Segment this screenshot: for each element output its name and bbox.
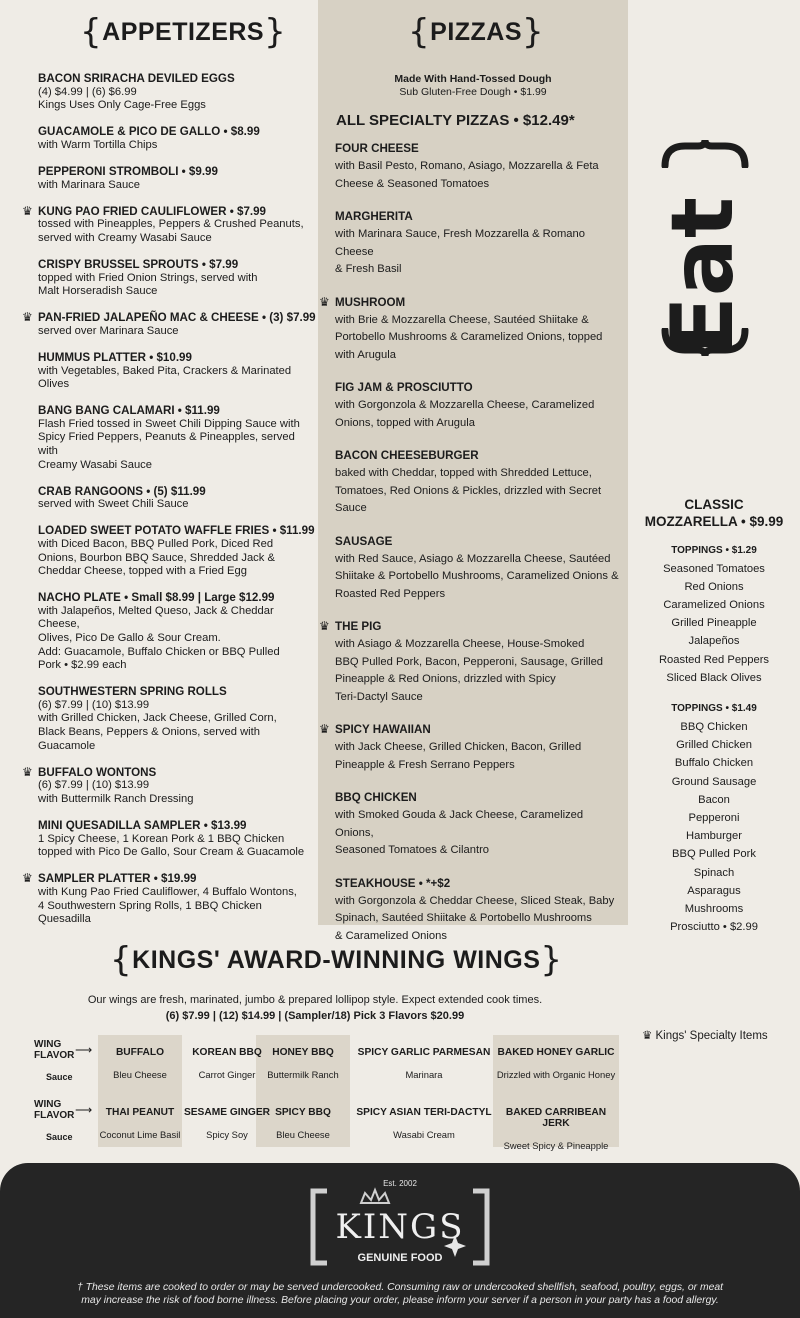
appetizer-name: GUACAMOLE & PICO DE GALLO • $8.99 [38, 125, 260, 139]
topping-item: Ground Sausage [671, 775, 757, 788]
appetizer-item [22, 203, 316, 246]
disclaimer-line2: may increase the risk of food borne illness. Before placing your order, please inform your server if a person in your party has a food allergy. [81, 1294, 719, 1306]
appetizer-description: Flash Fried tossed in Sweet Chili Dipping Sauce with [38, 417, 300, 430]
appetizer-name: CRISPY BRUSSEL SPROUTS • $7.99 [38, 257, 239, 271]
pizza-description: with Gorgonzola & Mozzarella Cheese, Caramelized [335, 399, 595, 411]
appetizer-description: Guacamole [38, 739, 96, 752]
right-brace-icon: } [264, 12, 287, 52]
pizza-description: with Brie & Mozzarella Cheese, Sautéed Shiitake & [335, 313, 589, 326]
topping-item: Grilled Chicken [676, 739, 752, 752]
wing-sauce: Coconut Lime Basil [99, 1129, 181, 1140]
established-year: Est. 2002 [383, 1179, 417, 1188]
appetizer-description: 4 Southwestern Spring Rolls, 1 BBQ Chicken Quesadilla [38, 899, 262, 926]
wing-flavor-cell [98, 1047, 182, 1080]
appetizer-description: served with Creamy Wasabi Sauce [38, 231, 212, 244]
right-brace-icon: } [522, 12, 545, 52]
topping-item: Mushrooms [684, 902, 744, 915]
appetizer-description: Cheddar Cheese, topped with a Fried Egg [38, 565, 247, 578]
appetizer-description: with Kung Pao Fried Cauliflower, 4 Buffalo Wontons, [38, 885, 297, 898]
appetizer-description: Olives [38, 378, 70, 391]
pizza-name: BACON CHEESEBURGER [335, 449, 479, 462]
pizza-item [319, 619, 620, 706]
appetizer-item [38, 165, 316, 192]
left-brace-icon: { [408, 12, 431, 52]
appetizer-item [38, 819, 316, 860]
appetizers-title: APPETIZERS [102, 17, 265, 46]
appetizer-description: with Grilled Chicken, Jack Cheese, Grilled Corn, [38, 712, 277, 725]
topping-item: Roasted Red Peppers [658, 653, 770, 666]
wing-sauce: Bleu Cheese [113, 1069, 167, 1080]
pizza-item [335, 791, 620, 860]
classic-mozzarella-section [628, 497, 800, 936]
appetizer-description: tossed with Pineapples, Peppers & Crushed Peanuts, [38, 218, 304, 231]
left-brace-icon: { [110, 940, 133, 980]
appetizers-heading [80, 12, 286, 52]
appetizer-name: MINI QUESADILLA SAMPLER • $13.99 [38, 819, 247, 833]
appetizer-description: Add: Guacamole, Buffalo Chicken or BBQ Pulled [38, 645, 280, 658]
topping-item: Asparagus [687, 884, 741, 897]
wing-sauce: Sweet Spicy & Pineapple [503, 1140, 609, 1151]
appetizer-item [38, 125, 316, 152]
appetizer-item [38, 685, 316, 753]
pizza-description: Teri-Dactyl Sauce [335, 690, 423, 703]
appetizer-item [38, 485, 316, 512]
pizza-item [335, 381, 620, 432]
wing-flavor-cell [493, 1047, 619, 1080]
topping-item: BBQ Chicken [680, 720, 748, 733]
appetizer-name: SOUTHWESTERN SPRING ROLLS [38, 685, 227, 699]
wing-sauce: Drizzled with Organic Honey [496, 1069, 616, 1080]
pizza-description: Portobello Mushrooms & Caramelized Onions, topped [335, 331, 603, 343]
appetizer-name: CRAB RANGOONS • (5) $11.99 [38, 484, 206, 498]
topping-item: Pepperoni [688, 811, 740, 824]
topping-item: Jalapeños [688, 635, 740, 648]
appetizer-name: LOADED SWEET POTATO WAFFLE FRIES • $11.99 [38, 524, 315, 538]
pizza-description: with Gorgonzola & Cheddar Cheese, Sliced Steak, Baby [335, 894, 615, 907]
pizza-description: with Basil Pesto, Romano, Asiago, Mozzarella & Feta [335, 160, 599, 172]
pizza-description: Shiitake & Portobello Mushrooms, Caramelized Onions & [335, 570, 619, 582]
genuine-food-tagline: GENUINE FOOD [357, 1252, 443, 1264]
toppings-149-list [628, 718, 800, 936]
wings-description [0, 993, 630, 1024]
topping-item: Red Onions [684, 580, 744, 593]
appetizer-description: (6) $7.99 | (10) $13.99 [38, 779, 150, 792]
wings-heading [110, 940, 563, 980]
wing-flavor-name: THAI PEANUT [105, 1107, 175, 1118]
pizza-description: Cheese & Seasoned Tomatoes [335, 177, 490, 190]
pizza-name: SPICY HAWAIIAN [335, 723, 431, 736]
appetizer-name: PEPPERONI STROMBOLI • $9.99 [38, 164, 218, 178]
appetizer-item [22, 764, 316, 807]
specialty-note [642, 1028, 768, 1042]
sauce-label: Sauce [46, 1132, 73, 1142]
appetizer-name: NACHO PLATE • Small $8.99 | Large $12.99 [38, 591, 275, 605]
wing-sauce: Marinara [405, 1069, 443, 1080]
crown-icon: ♛ [22, 203, 33, 218]
appetizer-item [22, 871, 316, 926]
toppings-129-heading: TOPPINGS • $1.29 [671, 544, 757, 556]
pizza-description: Tomatoes, Red Onions & Pickles, drizzled with Secret Sauce [335, 484, 602, 514]
topping-item: Prosciutto • $2.99 [670, 921, 758, 934]
appetizer-name: KUNG PAO FRIED CAULIFLOWER • $7.99 [38, 204, 267, 218]
crown-icon: ♛ [22, 764, 33, 779]
pizza-item [335, 142, 620, 193]
pizza-description: BBQ Pulled Pork, Bacon, Pepperoni, Sausage, Grilled [335, 655, 604, 668]
appetizer-name: HUMMUS PLATTER • $10.99 [38, 350, 192, 364]
eat-graphic [653, 138, 753, 368]
wing-flavor-name: BUFFALO [115, 1047, 165, 1058]
appetizer-item [38, 351, 316, 392]
appetizer-description: Creamy Wasabi Sauce [38, 458, 152, 471]
crown-icon: ♛ [22, 871, 33, 886]
topping-item: Caramelized Onions [663, 598, 765, 611]
disclaimer-line1: † These items are cooked to order or may be served undercooked. Consuming raw or undercooked shellfish, seafood, poultry, eggs, or meat [76, 1282, 724, 1293]
appetizer-item [38, 524, 316, 578]
appetizer-description: (4) $4.99 | (6) $6.99 [38, 85, 137, 98]
gluten-free-note: Sub Gluten-Free Dough • $1.99 [399, 86, 547, 98]
pizza-name: SAUSAGE [335, 534, 393, 548]
kings-wordmark: KINGS [335, 1207, 465, 1247]
wing-flavor-name: KOREAN BBQ [192, 1047, 262, 1058]
wing-sauce: Buttermilk Ranch [267, 1069, 339, 1080]
appetizer-description: Malt Horseradish Sauce [38, 285, 158, 298]
sauce-label: Sauce [46, 1072, 73, 1082]
left-brace-icon: { [80, 12, 103, 52]
wing-flavor-cell [98, 1107, 182, 1140]
allergy-disclaimer [20, 1282, 780, 1307]
toppings-149-heading: TOPPINGS • $1.49 [671, 702, 757, 714]
wing-flavor-cell [256, 1047, 350, 1080]
pizza-description: with Arugula [335, 348, 396, 361]
topping-item: Bacon [698, 793, 730, 806]
wing-flavor-label: WING FLAVOR [34, 1039, 75, 1061]
appetizer-description: served with Sweet Chili Sauce [38, 498, 189, 511]
pizza-item [335, 449, 620, 518]
topping-item: Spinach [693, 866, 735, 879]
appetizer-description: Spicy Fried Peppers, Peanuts & Pineapples, served with [38, 431, 295, 457]
wing-flavor-cell [349, 1047, 499, 1080]
appetizer-name: BANG BANG CALAMARI • $11.99 [38, 404, 220, 418]
topping-item: Seasoned Tomatoes [663, 562, 765, 575]
pizza-intro [318, 73, 628, 99]
wing-sauce: Bleu Cheese [276, 1129, 330, 1140]
wing-flavor-name: BAKED HONEY GARLIC [497, 1047, 615, 1058]
pizza-description: & Fresh Basil [335, 263, 402, 275]
wings-prices: (6) $7.99 | (12) $14.99 | (Sampler/18) Pick 3 Flavors $20.99 [165, 1009, 465, 1022]
appetizer-description: Kings Uses Only Cage-Free Eggs [38, 99, 206, 112]
appetizer-description: Black Beans, Peppers & Onions, served with [38, 726, 260, 739]
wing-flavor-name: SPICY BBQ [275, 1107, 331, 1118]
dough-note: Made With Hand-Tossed Dough [394, 73, 552, 85]
pizzas-title: PIZZAS [430, 17, 523, 46]
wings-note: Our wings are fresh, marinated, jumbo & prepared lollipop style. Expect extended cook times. [87, 994, 543, 1006]
toppings-129-list [628, 560, 800, 687]
appetizer-name: BUFFALO WONTONS [38, 765, 157, 779]
mozzarella-title-line1: CLASSIC [684, 497, 744, 512]
pizza-name: MARGHERITA [335, 210, 413, 223]
wing-flavor-name: BAKED CARRIBEAN JERK [505, 1107, 607, 1129]
appetizer-description: Onions, Bourbon BBQ Sauce, Shredded Jack & [38, 551, 275, 564]
pizza-item [319, 294, 620, 365]
wing-flavor-name: SPICY ASIAN TERI-DACTYL [356, 1107, 492, 1118]
arrow-right-icon: ⟶ [75, 1103, 93, 1117]
appetizers-list [22, 72, 316, 939]
pizza-name: FIG JAM & PROSCIUTTO [335, 381, 473, 394]
crown-icon: ♛ [319, 294, 330, 309]
appetizer-description: Olives, Pico De Gallo & Sour Cream. [38, 632, 221, 644]
pizza-description: with Smoked Gouda & Jack Cheese, Caramelized Onions, [335, 809, 584, 839]
appetizer-item [22, 310, 316, 338]
bottom-brace-icon [660, 328, 750, 358]
mozzarella-title-line2: MOZZARELLA • $9.99 [644, 513, 784, 529]
pizza-description: Spinach, Sautéed Shiitake & Portobello Mushrooms [335, 912, 592, 924]
pizza-description: Seasoned Tomatoes & Cilantro [335, 844, 490, 856]
pizza-name: THE PIG [335, 620, 382, 633]
crown-icon: ♛ [319, 722, 330, 736]
crown-icon: ♛ [642, 1030, 653, 1042]
pizza-description: with Marinara Sauce, Fresh Mozzarella & Romano Cheese [335, 228, 585, 258]
pizza-name: BBQ CHICKEN [335, 791, 417, 804]
wing-flavor-label: WING FLAVOR [34, 1099, 75, 1121]
wing-flavor-cell [349, 1107, 499, 1140]
appetizer-description: with Vegetables, Baked Pita, Crackers & Marinated [38, 364, 292, 377]
appetizer-item [38, 258, 316, 299]
pizza-description: with Red Sauce, Asiago & Mozzarella Cheese, Sautéed [335, 552, 611, 565]
wing-flavor-cell [493, 1107, 619, 1151]
pizza-item [319, 722, 620, 774]
wing-sauce: Carrot Ginger [198, 1069, 256, 1080]
pizza-description: Pineapple & Fresh Serrano Peppers [335, 758, 515, 771]
topping-item: Sliced Black Olives [666, 671, 762, 684]
pizzas-list [319, 142, 620, 962]
pizza-description: with Asiago & Mozzarella Cheese, House-Smoked [335, 638, 585, 650]
appetizer-description: with Jalapeños, Melted Queso, Jack & Cheddar Cheese, [38, 604, 274, 631]
appetizer-description: served over Marinara Sauce [38, 324, 179, 337]
appetizer-name: PAN-FRIED JALAPEÑO MAC & CHEESE • (3) $7.99 [38, 311, 316, 325]
specialty-note-text: Kings' Specialty Items [655, 1030, 768, 1042]
appetizer-description: with Diced Bacon, BBQ Pulled Pork, Diced Red [38, 537, 274, 550]
pizzas-heading [408, 12, 544, 52]
crown-icon: ♛ [22, 310, 33, 325]
topping-item: BBQ Pulled Pork [672, 848, 756, 861]
appetizer-name: SAMPLER PLATTER • $19.99 [38, 872, 197, 886]
appetizer-description: with Warm Tortilla Chips [38, 138, 158, 151]
appetizer-item [38, 591, 316, 673]
pizza-item [335, 535, 620, 604]
pizza-description: Onions, topped with Arugula [335, 416, 475, 429]
eat-word: Eat [653, 197, 753, 355]
wing-flavor-name: HONEY BBQ [272, 1047, 334, 1058]
pizza-item [335, 210, 620, 279]
appetizer-item [38, 404, 316, 472]
wing-flavor-name: SPICY GARLIC PARMESAN [357, 1047, 491, 1058]
crown-icon: ♛ [319, 619, 330, 633]
appetizer-description: Pork • $2.99 each [38, 659, 127, 672]
footer [0, 1163, 800, 1318]
pizza-description: Roasted Red Peppers [335, 587, 446, 600]
wing-flavor-cell [256, 1107, 350, 1140]
pizza-description: Pineapple & Red Onions, drizzled with Spicy [335, 673, 556, 685]
appetizer-description: with Marinara Sauce [38, 178, 140, 191]
appetizer-description: 1 Spicy Cheese, 1 Korean Pork & 1 BBQ Chicken [38, 832, 285, 845]
appetizer-description: topped with Pico De Gallo, Sour Cream & Guacamole [38, 846, 305, 859]
pizza-name: FOUR CHEESE [335, 142, 419, 155]
specialty-pizza-price: ALL SPECIALTY PIZZAS • $12.49* [336, 112, 575, 129]
wings-title: KINGS' AWARD-WINNING WINGS [132, 945, 541, 974]
pizza-description: & Caramelized Onions [335, 929, 447, 942]
kings-logo [305, 1173, 495, 1273]
wing-sauce: Spicy Soy [206, 1129, 248, 1140]
pizza-item [335, 877, 620, 946]
wing-sauce: Wasabi Cream [393, 1129, 455, 1140]
pizza-description: baked with Cheddar, topped with Shredded Lettuce, [335, 467, 592, 479]
appetizer-name: BACON SRIRACHA DEVILED EGGS [38, 72, 235, 85]
topping-item: Grilled Pineapple [671, 617, 757, 630]
pizza-description: with Jack Cheese, Grilled Chicken, Bacon, Grilled [335, 741, 582, 753]
appetizer-item [38, 72, 316, 113]
appetizer-description: with Buttermilk Ranch Dressing [38, 792, 194, 805]
topping-item: Buffalo Chicken [674, 757, 754, 770]
wing-flavor-name: SESAME GINGER [183, 1107, 271, 1118]
pizza-name: MUSHROOM [335, 295, 406, 309]
appetizer-description: (6) $7.99 | (10) $13.99 [38, 698, 150, 711]
right-brace-icon: } [540, 940, 563, 980]
appetizer-description: topped with Fried Onion Strings, served with [38, 271, 258, 284]
arrow-right-icon: ⟶ [75, 1043, 93, 1057]
pizza-name: STEAKHOUSE • *+$2 [335, 876, 451, 890]
topping-item: Hamburger [686, 830, 742, 843]
